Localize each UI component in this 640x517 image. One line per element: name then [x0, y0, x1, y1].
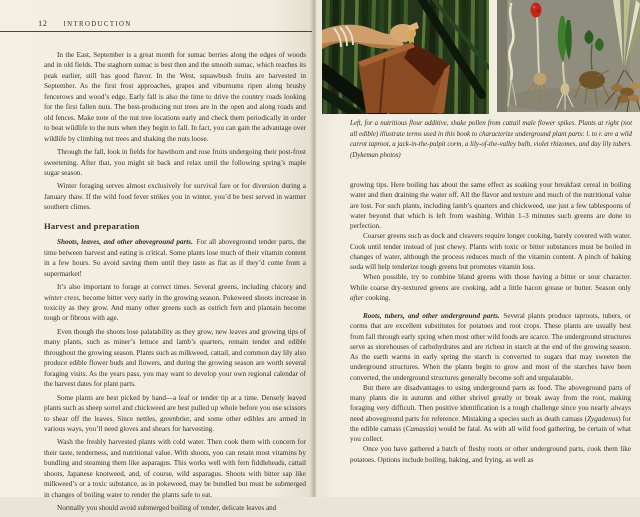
cattail-pollen-photo: [322, 0, 489, 114]
paragraph: Wash the freshly harvested plants with cold water. Then cook them with concern for their taste, tenderness, and nutritional value. With shoots, you can retain most vitamins by bundling and steaming them like asparagus. This works well with fern fiddleheads, cattail shoots, Japanese knotweed, and, of course, wild asparagus. Shoots with bitter sap like milkweed’s or a toxic substance, as in pokeweed, may be bundled but must be submerged in changes of boiling water to render the plants safe to eat.: [44, 438, 306, 499]
paragraph: But there are disadvantages to using underground parts as food. The aboveground parts of many plants die in autumn and either shrivel greatly or break away from the root, making foraging very difficult. Then positive identification is a tough challenge since you nearly always need aboveground parts for reference. Mistaking a species such as death camass (Zygadenus) for the edible camass (Camassia) would be fatal. As with all wild food gathering, be certain of what you collect.: [350, 383, 632, 443]
paragraph: In the East, September is a great month for sumac berries along the edges of woods and in old fields. The staghorn sumac is best then and the smooth sumac, which reaches its peak earlier, still has good flavor. In the West, squawbush fruits are harvested in September. As the first frost approaches, grapes and viburnums ripen along brushy fencerows and wood’s edge. Early fall is also the time to drive the country roads looking for the first fallen nuts. The best-producing nut trees are in the open and along roads and old fences. Make note of the nut tree locations early and check them periodically in order to beat wildlife to the nuts when they begin to fall. In fact, you can gain the advantage over wildlife by climbing nut trees and shaking the nuts loose.: [44, 51, 306, 143]
page-number: 12: [38, 18, 48, 28]
paragraph-group-bottom: [44, 237, 306, 513]
cattail-pollen-illustration: [322, 0, 489, 114]
corm: [534, 73, 547, 86]
paragraph: When possible, try to combine bland greens with those having a bitter or sour character. While coarse dry-textured greens are cooking, add a little bacon grease or butter. Season only after cooking.: [350, 273, 631, 302]
paragraph: Once you have gathered a batch of fleshy roots or other underground parts, cook them like potatoes. Options include boiling, baking, and frying, as well as: [350, 445, 631, 464]
paragraph-group-top: [44, 50, 306, 213]
paragraph: Through the fall, look in fields for hawthorn and rose fruits undergoing their post-frost sweetening. After that, you might sit back and relax until the following spring’s maple sugar season.: [44, 148, 306, 177]
paragraph: Shoots, leaves, and other aboveground parts. For all aboveground tender parts, the time between harvest and eating is critical. Some plants lose much of their vitamin content in a few hours. So avoid saving them until they taste as flat as if they’d come from a supermarket!: [44, 238, 306, 278]
left-page-text: [44, 50, 306, 517]
section-heading: Harvest and preparation: [44, 220, 140, 231]
header-rule: [0, 31, 312, 32]
running-head: INTRODUCTION: [63, 21, 132, 28]
underground-parts-illustration: [497, 0, 640, 112]
page-right: [316, 0, 640, 497]
red-berry-cluster: [531, 3, 542, 18]
paragraph: Winter foraging serves almost exclusively for survival fare or for diversion during a January thaw. If the wild food fever strikes you in winter, you’d be best served in warmer southern climes.: [44, 182, 306, 212]
right-page-text: [350, 180, 631, 465]
paragraph: Even though the shoots lose palatability as they grow, new leaves and growing tips of many plants, such as miner’s lettuce and lamb’s quarters, remain tender and edible throughout the growing season. Plants such as milkweed, cattail, and common day lily also produce edible flower buds and flowers, and during the growing season are worth several foraging visits. As the years pass, you may want to develop your own regional calendar of the harvest dates for plant parts.: [44, 327, 306, 389]
page-left: [0, 0, 314, 513]
paragraph: Coarser greens such as dock and cleavers require longer cooking, barely covered with water. Cook until tender instead of just chewy. Plants with toxic or bitter substances must be boiled in changes of water, although the process reduces much of the vitamin content. A pinch of baking soda will help tenderize tough greens but promotes vitamin loss.: [350, 232, 631, 271]
paragraph: Some plants are best picked by hand—a leaf or tender tip at a time. Densely leaved plants such as sheep sorrel and chickweed are best pulled up whole before you use scissors to shear off the leaves. Since nettles, greenbrier, and some other edibles are armed in various ways, you’ll need gloves and shears for harvesting.: [44, 393, 306, 433]
underground-parts-photo: [497, 0, 640, 112]
paragraph: It’s also important to forage at correct times. Several greens, including chicory and winter cress, become bitter very early in the growing season. Pokeweed shoots increase in toxicity as they grow. And many other greens such as ostrich fern and plantain become tough or fibrous with age.: [44, 283, 307, 323]
page-header: [38, 13, 132, 31]
photo-caption: Left, for a nutritious flour additive, shake pollen from cattail male flower spikes. Plants at right (not all edible) illustrate terms used in this book to characterize underground plant parts: l. to r. are a wild carrot taproot, a jack-in-the-pulpit corm, a lily-of-the-valley bulb, violet rhizomes, and day lily tubers. (Dykeman photos): [350, 120, 632, 159]
paragraph: Normally you should avoid submerged boiling of tender, delicate leaves and: [57, 504, 277, 513]
paragraph: Roots, tubers, and other underground parts. Several plants produce taproots, tubers, or corms that are excellent substitutes for potatoes and root crops. These plants are usually best from fall through early spring when most other wild foods are scarce. The underground structures serve as storehouses of carbohydrates and are richest in starch at the end of the growing season. As the earth warms in early spring the starch is converted to sugars that may sweeten the underground structures. When the plants begin to grow and most of the starches have been converted, the underground structures generally become soft and unpalatable.: [350, 312, 631, 382]
paragraph: growing tips. Here boiling has about the same effect as soaking your breakfast cereal in boiling water and then draining the water off. All the flavor and texture and much of the nutritional value are lost. For such plants, including lamb’s quarters and chickweed, use just a few tablespoons of water beyond that which is left from washing. Within 1–3 minutes such greens are done to perfection.: [350, 181, 631, 230]
